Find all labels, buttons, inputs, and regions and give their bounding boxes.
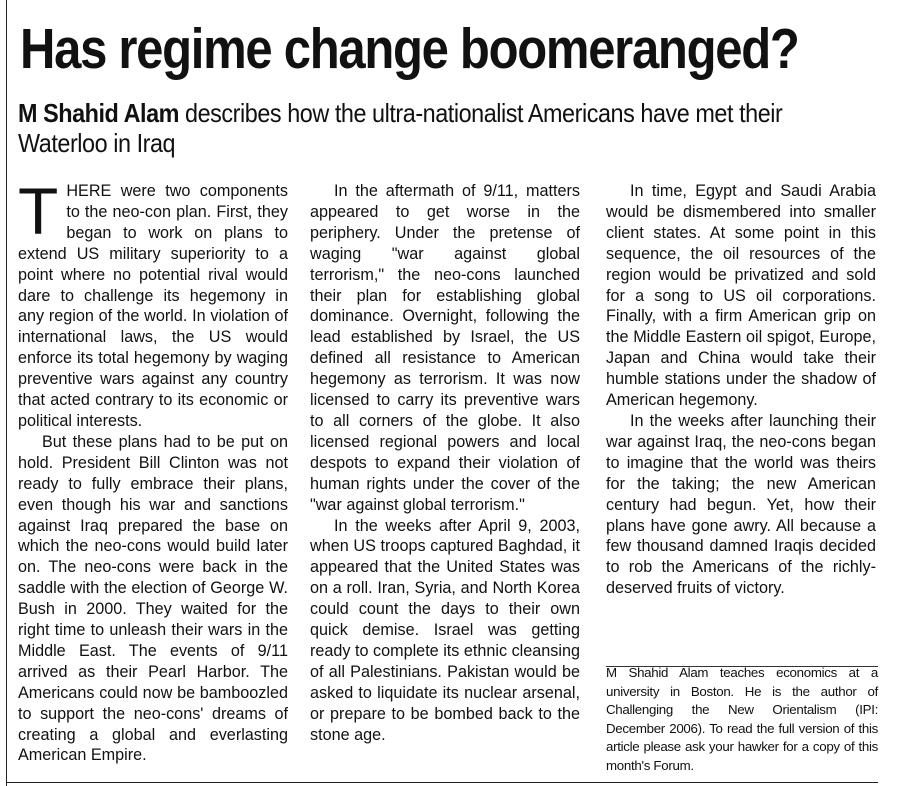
frame-left-rule — [6, 0, 7, 786]
deck — [18, 98, 810, 158]
headline: Has regime change boomeranged? — [20, 17, 799, 81]
dropcap: T — [18, 174, 59, 248]
column1-paragraph-1 — [18, 174, 288, 432]
deck-text: describes how the ultra-nationalist Americans have met their Waterloo in Iraq — [18, 98, 783, 158]
article-column-3 — [606, 181, 876, 599]
column2-paragraph-2: In the weeks after April 9, 2003, when US troops captured Baghdad, it appeared that the United States was on a roll. Iran, Syria, and North Korea could count the days to their own quick demise. Israel was getting ready to complete its ethnic cleansing of all Palestinians. Pakistan would be asked to liquidate its nuclear arsenal, or prepare to be bombed back to the stone age. — [310, 516, 580, 744]
column1-paragraph-2: But these plans had to be put on hold. President Bill Clinton was not ready to fully embrace their plans, even though his war and sanctions against Iraq prepared the base on which the neo-cons would build later on. The neo-cons were back in the saddle with the election of George W. Bush in 2000. They waited for the right time to unleash their wars in the Middle East. The events of 9/11 arrived as their Pearl Harbor. The Americans could now be bamboozled to support the neo-cons' dreams of creating a global and everlasting American Empire. — [18, 432, 288, 765]
column2-paragraph-1: In the aftermath of 9/11, matters appeared to get worse in the periphery. Under the pretense of waging "war against global terrorism," the neo-cons launched their plan for establishing global dominance. Overnight, following the lead established by Israel, the US defined all resistance to American hegemony as terrorism. It was now licensed to carry its preventive wars to all corners of the globe. It also licensed regional powers and local despots to expand their violation of human rights under the cover of the "war against global terrorism." — [310, 182, 580, 514]
article-column-1 — [18, 174, 288, 766]
column3-paragraph-1: In time, Egypt and Saudi Arabia would be dismembered into smaller client states. At some point in this sequence, the oil resources of the region would be privatized and sold for a song to US oil corporations. Finally, with a firm American grip on the Middle Eastern oil spigot, Europe, Japan and China would take their humble stations under the shadow of American hegemony. — [606, 182, 876, 410]
author-bio: M Shahid Alam teaches economics at a university in Boston. He is the author of Challenging the New Orientalism (IPI: December 2006). To read the full version of this article please ask your hawker for a copy of this month's Forum. — [606, 665, 878, 773]
article-column-2 — [310, 181, 580, 745]
deck-author: M Shahid Alam — [18, 98, 180, 128]
column3-paragraph-2: In the weeks after launching their war against Iraq, the neo-cons began to imagine that the world was theirs for the taking; the new American century had begun. Yet, how their plans have gone awry. All because a few thousand damned Iraqis decided to rob the Americans of the richly-deserved fruits of victory. — [606, 411, 876, 598]
frame-bottom-rule — [6, 782, 878, 783]
column1-paragraph-1-text: HERE were two components to the neo-con plan. First, they began to work on plans to extend US military superiority to a point where no potential rival would dare to challenge its hegemony in any region of the world. In violation of international laws, the US would enforce its total hegemony by waging preventive wars against any country that acted contrary to its economic or political interests. — [18, 182, 288, 430]
